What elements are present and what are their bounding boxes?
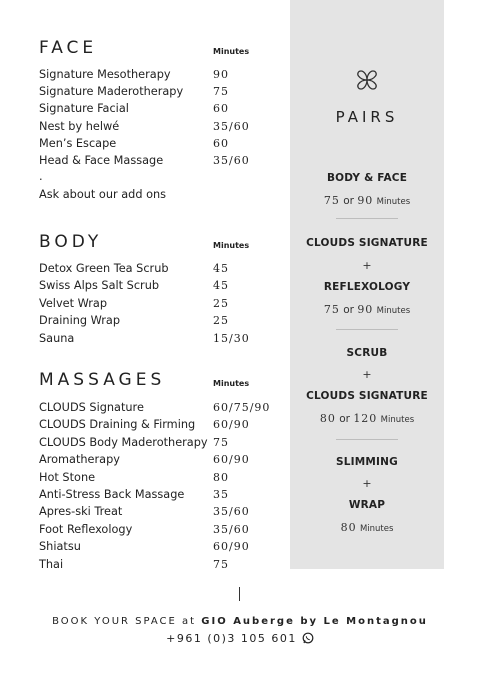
massages-minutes-header: Minutes xyxy=(213,379,250,388)
pair3-time xyxy=(290,412,444,425)
massage-item xyxy=(39,451,289,468)
whatsapp-icon[interactable] xyxy=(302,632,314,647)
massage-item-name: CLOUDS Draining & Firming xyxy=(39,418,196,432)
face-item xyxy=(39,118,289,135)
pair2-plus: + xyxy=(362,259,372,272)
face-item xyxy=(39,100,289,117)
massage-item xyxy=(39,486,289,503)
body-item-name: Draining Wrap xyxy=(39,314,121,328)
massage-item xyxy=(39,556,289,573)
body-minutes-header: Minutes xyxy=(213,241,250,250)
massage-item xyxy=(39,538,289,555)
body-item-minutes: 15/30 xyxy=(213,331,250,345)
pair2-unit: Minutes xyxy=(376,306,411,316)
add-ons-note: Ask about our add ons xyxy=(39,188,167,201)
massage-item-name: Apres-ski Treat xyxy=(39,505,123,519)
face-item-minutes: 60 xyxy=(213,136,229,150)
body-item xyxy=(39,312,289,329)
pair4-unit: Minutes xyxy=(359,524,394,534)
pair2-time-a: 75 xyxy=(323,303,340,316)
face-item-name: Men’s Escape xyxy=(39,136,117,150)
face-item-name: Head & Face Massage xyxy=(39,154,164,167)
massage-item-minutes: 35 xyxy=(213,488,229,501)
face-item-minutes: 35/60 xyxy=(213,154,250,167)
pair-divider xyxy=(336,218,398,219)
massage-item-name: Anti-Stress Back Massage xyxy=(39,488,185,501)
pair1-or: or xyxy=(343,195,354,207)
pair4-time-a: 80 xyxy=(340,521,357,534)
footer-divider xyxy=(239,587,240,601)
face-item-minutes: 90 xyxy=(213,68,229,81)
pair1-unit: Minutes xyxy=(376,197,411,207)
face-item-minutes: 75 xyxy=(213,85,229,99)
massage-item xyxy=(39,469,289,486)
face-item xyxy=(39,152,289,169)
body-item-minutes: 45 xyxy=(213,262,229,275)
face-item-name: Signature Maderotherapy xyxy=(39,85,184,99)
massage-item-minutes: 60/90 xyxy=(213,418,250,432)
pair3-line2: CLOUDS SIGNATURE xyxy=(306,390,428,402)
face-item xyxy=(39,83,289,100)
massage-item xyxy=(39,503,289,520)
massage-item-name: Aromatherapy xyxy=(39,453,120,467)
face-minutes-header: Minutes xyxy=(213,47,250,56)
phone-line xyxy=(0,632,480,647)
massage-item-name: Thai xyxy=(39,557,64,571)
face-item-name: Signature Mesotherapy xyxy=(39,68,171,81)
massage-item-name: Foot Reflexology xyxy=(39,522,133,536)
face-title: FACE xyxy=(39,38,98,58)
pair3-unit: Minutes xyxy=(380,415,415,425)
venue-name: GIO Auberge by Le Montagnou xyxy=(201,616,428,627)
massage-item-name: CLOUDS Body Maderotherapy xyxy=(39,435,208,449)
pair2-time xyxy=(290,303,444,316)
body-item xyxy=(39,277,289,294)
massage-item-minutes: 35/60 xyxy=(213,522,250,536)
pair4-time xyxy=(290,521,444,534)
massage-item-name: Shiatsu xyxy=(39,540,81,554)
pair2-line2: REFLEXOLOGY xyxy=(323,281,411,293)
body-title: BODY xyxy=(39,232,103,252)
massage-item-minutes: 75 xyxy=(213,435,229,449)
face-dot: . xyxy=(39,170,43,183)
massage-item-minutes: 60/90 xyxy=(213,453,250,467)
pair1-time-b: 90 xyxy=(357,194,374,207)
pair1-time xyxy=(290,194,444,207)
massage-item-name: Hot Stone xyxy=(39,470,96,484)
pair3-plus: + xyxy=(362,368,372,381)
face-item xyxy=(39,135,289,152)
pair2-line1: CLOUDS SIGNATURE xyxy=(306,237,428,249)
body-item-minutes: 25 xyxy=(213,314,229,328)
pair-divider xyxy=(336,439,398,440)
face-item-name: Nest by helwé xyxy=(39,119,120,133)
pair3-time-b: 120 xyxy=(353,412,378,425)
phone-number[interactable]: +961 (0)3 105 601 xyxy=(166,632,297,645)
pair1-title: BODY & FACE xyxy=(326,172,408,184)
pair-divider xyxy=(336,329,398,330)
massage-item-minutes: 75 xyxy=(213,557,229,571)
pair1-time-a: 75 xyxy=(323,194,340,207)
body-item-minutes: 45 xyxy=(213,279,229,293)
face-item-name: Signature Facial xyxy=(39,102,129,116)
massage-item xyxy=(39,416,289,433)
pair4-line2: WRAP xyxy=(348,499,386,511)
body-item xyxy=(39,260,289,277)
booking-prefix: BOOK YOUR SPACE at xyxy=(52,616,197,627)
pair4-line1: SLIMMING xyxy=(336,456,398,468)
massage-item xyxy=(39,399,289,416)
body-item xyxy=(39,330,289,347)
pair3-or: or xyxy=(339,413,350,425)
body-item-minutes: 25 xyxy=(213,296,229,310)
pair4-plus: + xyxy=(362,477,372,490)
massage-item-minutes: 60/90 xyxy=(213,540,250,554)
body-item-name: Sauna xyxy=(39,331,75,345)
pairs-title: PAIRS xyxy=(335,108,399,126)
pair3-time-a: 80 xyxy=(319,412,336,425)
booking-line xyxy=(0,616,480,627)
massage-item-name: CLOUDS Signature xyxy=(39,401,144,414)
clover-logo-icon xyxy=(290,66,444,98)
body-item-name: Detox Green Tea Scrub xyxy=(39,262,169,275)
face-item-minutes: 35/60 xyxy=(213,119,250,133)
face-item xyxy=(39,66,289,83)
massages-title: MASSAGES xyxy=(39,370,166,390)
pair2-time-b: 90 xyxy=(357,303,374,316)
massage-item-minutes: 60/75/90 xyxy=(213,401,271,414)
massage-item xyxy=(39,434,289,451)
body-item-name: Swiss Alps Salt Scrub xyxy=(39,279,160,293)
body-item-name: Velvet Wrap xyxy=(39,296,107,310)
massage-item xyxy=(39,521,289,538)
massage-item-minutes: 35/60 xyxy=(213,505,250,519)
body-item xyxy=(39,295,289,312)
face-item-minutes: 60 xyxy=(213,102,229,116)
massage-item-minutes: 80 xyxy=(213,470,229,484)
pair2-or: or xyxy=(343,304,354,316)
pair3-line1: SCRUB xyxy=(346,347,388,359)
